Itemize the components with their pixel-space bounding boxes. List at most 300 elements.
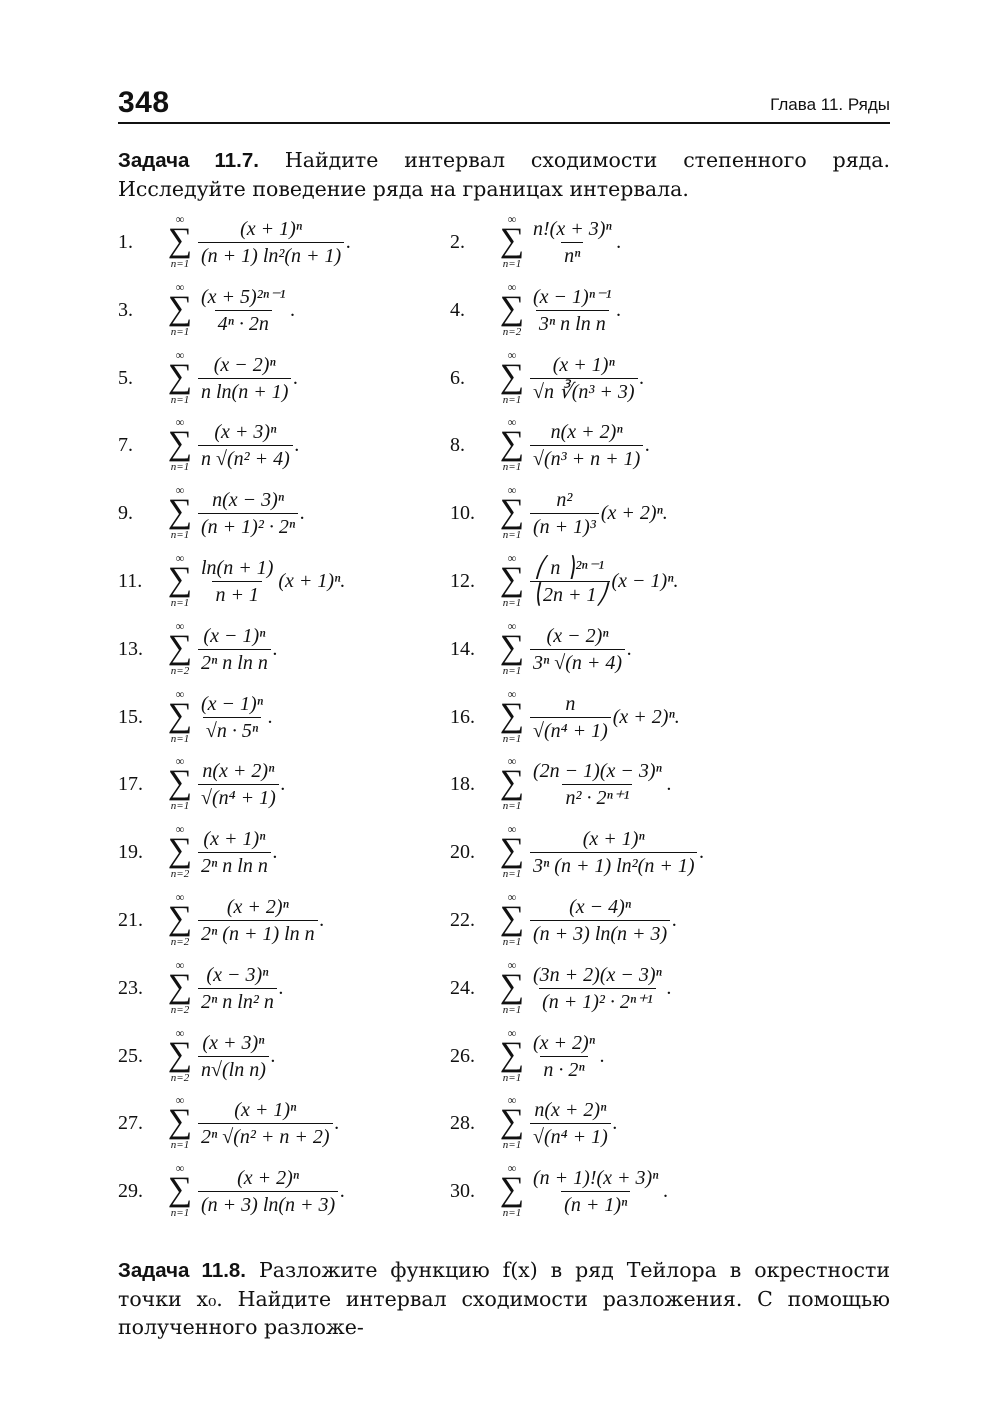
term-tail: . [639, 367, 645, 389]
series-term [198, 888, 325, 952]
numerator: (x + 5)²ⁿ⁻¹ [201, 285, 286, 308]
sum-upper-limit: ∞ [507, 415, 517, 429]
denominator: n² · 2ⁿ⁺¹ [562, 784, 632, 810]
sum-lower-limit: n=1 [502, 1004, 522, 1016]
denominator: (n + 3) ln(n + 3) [530, 920, 670, 946]
exercise-number: 3. [118, 299, 133, 321]
fraction [198, 1098, 333, 1149]
series-term [198, 346, 298, 410]
series-term [530, 1024, 605, 1088]
sum-upper-limit: ∞ [507, 1093, 517, 1107]
denominator: (n + 1) ln²(n + 1) [198, 242, 344, 268]
sum-upper-limit: ∞ [507, 1161, 517, 1175]
series-term [198, 1024, 276, 1088]
term-tail: . [272, 638, 278, 660]
denominator: (n + 1)³ [530, 513, 599, 539]
exercise-number: 16. [450, 706, 475, 728]
page-header [118, 86, 890, 120]
exercise-number: 5. [118, 367, 133, 389]
sigma-icon: ∑ [499, 900, 525, 937]
sum-lower-limit: n=1 [502, 1139, 522, 1151]
denominator: √(n⁴ + 1) [530, 717, 611, 743]
sum-lower-limit: n=1 [502, 461, 522, 473]
denominator: (n + 3) ln(n + 3) [198, 1191, 338, 1217]
summation-symbol [166, 685, 194, 749]
series-term [198, 956, 284, 1020]
term-tail: . [278, 977, 284, 999]
series-term [530, 820, 704, 884]
summation-symbol [166, 481, 194, 545]
denominator: 2ⁿ (n + 1) ln n [198, 920, 318, 946]
sigma-icon: ∑ [499, 290, 525, 327]
sum-upper-limit: ∞ [507, 280, 517, 294]
series-term [198, 752, 286, 816]
term-tail: . [663, 1180, 669, 1202]
term-tail: . [334, 1112, 340, 1134]
exercise-number: 10. [450, 502, 475, 524]
series-term [530, 278, 622, 342]
series-term [198, 1091, 340, 1155]
sum-upper-limit: ∞ [175, 1093, 185, 1107]
summation-symbol [498, 346, 526, 410]
sum-lower-limit: n=1 [502, 1207, 522, 1219]
numerator: n(x + 2)ⁿ [534, 1098, 607, 1121]
sigma-icon: ∑ [499, 697, 525, 734]
fraction [198, 353, 291, 404]
sum-upper-limit: ∞ [175, 822, 185, 836]
sum-upper-limit: ∞ [507, 483, 517, 497]
numerator: n² [556, 488, 573, 511]
summation-symbol [166, 1024, 194, 1088]
fraction [530, 963, 665, 1014]
series-term [198, 413, 300, 477]
exercise-number: 21. [118, 909, 143, 931]
summation-symbol [166, 1159, 194, 1223]
numerator: (n + 1)!(x + 3)ⁿ [533, 1166, 659, 1189]
sigma-icon: ∑ [499, 561, 525, 598]
task-label: Задача 11.8. [118, 1259, 247, 1282]
sigma-icon: ∑ [499, 1103, 525, 1140]
summation-symbol [498, 820, 526, 884]
summation-symbol [498, 752, 526, 816]
summation-symbol [498, 481, 526, 545]
denominator: n√(ln n) [198, 1056, 269, 1082]
series-term [530, 752, 672, 816]
summation-symbol [498, 617, 526, 681]
series-term [530, 481, 668, 545]
numerator: (x + 2)ⁿ [226, 895, 289, 918]
series-term [530, 956, 672, 1020]
term-tail: . [293, 367, 299, 389]
exercise-number: 30. [450, 1180, 475, 1202]
term-tail: . [666, 773, 672, 795]
denominator: √n · 5ⁿ [203, 717, 261, 743]
fraction [530, 895, 670, 946]
series-term [530, 413, 650, 477]
summation-symbol [166, 346, 194, 410]
sum-upper-limit: ∞ [175, 280, 185, 294]
denominator: √(n⁴ + 1) [530, 1123, 611, 1149]
series-term [530, 346, 645, 410]
sigma-icon: ∑ [499, 358, 525, 395]
summation-symbol [166, 278, 194, 342]
fraction [198, 217, 344, 268]
term-tail: . [612, 1112, 618, 1134]
sum-upper-limit: ∞ [507, 890, 517, 904]
fraction [198, 963, 277, 1014]
page-number: 348 [118, 86, 170, 119]
sum-lower-limit: n=1 [502, 868, 522, 880]
sigma-icon: ∑ [499, 1036, 525, 1073]
exercise-number: 22. [450, 909, 475, 931]
exercise-number: 2. [450, 231, 465, 253]
numerator: (2n − 1)(x − 3)ⁿ [533, 759, 662, 782]
sigma-icon: ∑ [167, 222, 193, 259]
sum-lower-limit: n=1 [502, 529, 522, 541]
summation-symbol [166, 888, 194, 952]
sigma-icon: ∑ [499, 222, 525, 259]
summation-symbol [498, 888, 526, 952]
summation-symbol [498, 1024, 526, 1088]
task-label: Задача 11.7. [118, 149, 259, 172]
exercise-number: 8. [450, 434, 465, 456]
term-tail: . [616, 231, 622, 253]
numerator: n [565, 692, 576, 715]
numerator: (x − 4)ⁿ [569, 895, 632, 918]
sum-lower-limit: n=1 [502, 800, 522, 812]
numerator: (x + 1)ⁿ [552, 353, 615, 376]
sum-upper-limit: ∞ [175, 415, 185, 429]
numerator: (x + 1)ⁿ [234, 1098, 297, 1121]
numerator: (x + 2)ⁿ [237, 1166, 300, 1189]
term-tail: . [699, 841, 705, 863]
sum-upper-limit: ∞ [507, 348, 517, 362]
summation-symbol [166, 956, 194, 1020]
summation-symbol [166, 210, 194, 274]
term-tail: . [272, 841, 278, 863]
series-term [198, 481, 305, 545]
series-term [198, 617, 278, 681]
term-tail: . [319, 909, 325, 931]
sum-lower-limit: n=1 [170, 597, 190, 609]
numerator: (3n + 2)(x − 3)ⁿ [533, 963, 662, 986]
numerator: (x − 1)ⁿ [201, 692, 263, 715]
exercise-number: 1. [118, 231, 133, 253]
sum-lower-limit: n=1 [170, 461, 190, 473]
fraction [530, 759, 665, 810]
sigma-icon: ∑ [167, 358, 193, 395]
numerator: n(x + 2)ⁿ [202, 759, 275, 782]
sum-upper-limit: ∞ [175, 212, 185, 226]
term-tail: . [340, 1180, 346, 1202]
numerator: n!(x + 3)ⁿ [533, 217, 612, 240]
fraction [198, 1031, 269, 1082]
summation-symbol [166, 413, 194, 477]
sigma-icon: ∑ [499, 832, 525, 869]
denominator: (n + 1)² · 2ⁿ [198, 513, 298, 539]
numerator: (x + 3)ⁿ [214, 420, 277, 443]
fraction [530, 1031, 598, 1082]
sigma-icon: ∑ [499, 425, 525, 462]
summation-symbol [166, 752, 194, 816]
term-tail: (x − 1)ⁿ. [611, 570, 679, 592]
task-text: Разложите функцию f(x) в ряд Тейлора в окрестности точки x₀. Найдите интервал сходимости разложения. С помощью полученного разложе- [118, 1258, 890, 1339]
term-tail: . [672, 909, 678, 931]
term-tail: . [280, 773, 286, 795]
sigma-icon: ∑ [167, 697, 193, 734]
denominator: n + 1 [212, 581, 262, 607]
series-term [530, 549, 679, 613]
term-tail: . [346, 231, 352, 253]
sum-upper-limit: ∞ [175, 619, 185, 633]
sum-upper-limit: ∞ [175, 890, 185, 904]
denominator: 3ⁿ n ln n [536, 310, 609, 336]
numerator: n(x + 2)ⁿ [550, 420, 623, 443]
sum-upper-limit: ∞ [175, 1026, 185, 1040]
sigma-icon: ∑ [167, 425, 193, 462]
fraction [530, 488, 599, 539]
numerator: (x + 3)ⁿ [202, 1031, 265, 1054]
sum-lower-limit: n=1 [170, 258, 190, 270]
term-tail: . [666, 977, 672, 999]
numerator: (x − 3)ⁿ [206, 963, 269, 986]
fraction [530, 420, 643, 471]
exercise-number: 7. [118, 434, 133, 456]
denominator: 2ⁿ n ln² n [198, 988, 277, 1014]
fraction [198, 692, 266, 743]
sum-lower-limit: n=2 [170, 1072, 190, 1084]
sigma-icon: ∑ [167, 561, 193, 598]
term-tail: (x + 1)ⁿ. [278, 570, 346, 592]
exercise-number: 4. [450, 299, 465, 321]
sigma-icon: ∑ [167, 968, 193, 1005]
fraction [530, 1098, 611, 1149]
denominator: 2ⁿ √(n² + n + 2) [198, 1123, 333, 1149]
exercise-number: 23. [118, 977, 143, 999]
summation-symbol [498, 1091, 526, 1155]
header-rule [118, 122, 890, 124]
term-tail: . [270, 1045, 276, 1067]
numerator: (x − 2)ⁿ [213, 353, 276, 376]
sum-lower-limit: n=2 [170, 936, 190, 948]
fraction [530, 353, 638, 404]
sum-lower-limit: n=1 [502, 665, 522, 677]
series-term [198, 685, 273, 749]
denominator: √(n⁴ + 1) [198, 784, 279, 810]
sigma-icon: ∑ [499, 764, 525, 801]
fraction [530, 285, 615, 336]
sum-upper-limit: ∞ [507, 212, 517, 226]
summation-symbol [498, 1159, 526, 1223]
term-tail: . [600, 1045, 605, 1067]
sum-lower-limit: n=1 [502, 394, 522, 406]
sigma-icon: ∑ [167, 1036, 193, 1073]
sigma-icon: ∑ [499, 629, 525, 666]
fraction [530, 624, 625, 675]
term-tail: . [268, 706, 273, 728]
sum-lower-limit: n=1 [170, 1207, 190, 1219]
term-tail: . [627, 638, 633, 660]
sigma-icon: ∑ [167, 493, 193, 530]
exercise-number: 18. [450, 773, 475, 795]
numerator: ln(n + 1) [201, 556, 274, 579]
sum-lower-limit: n=2 [502, 326, 522, 338]
sigma-icon: ∑ [167, 1103, 193, 1140]
series-term [198, 820, 278, 884]
sum-upper-limit: ∞ [175, 1161, 185, 1175]
denominator: √(n³ + n + 1) [530, 445, 643, 471]
task-11-7 [118, 146, 890, 203]
denominator: 2ⁿ n ln n [198, 649, 271, 675]
sum-upper-limit: ∞ [507, 754, 517, 768]
summation-symbol [498, 685, 526, 749]
summation-symbol [498, 956, 526, 1020]
denominator: (n + 1)ⁿ [561, 1191, 630, 1217]
fraction [530, 692, 611, 743]
sum-lower-limit: n=1 [502, 936, 522, 948]
exercise-number: 24. [450, 977, 475, 999]
sum-lower-limit: n=1 [502, 733, 522, 745]
denominator: 2ⁿ n ln n [198, 852, 271, 878]
fraction [198, 488, 298, 539]
summation-symbol [498, 549, 526, 613]
numerator: (x + 1)ⁿ [240, 217, 303, 240]
summation-symbol [498, 278, 526, 342]
numerator: (x − 1)ⁿ [203, 624, 266, 647]
fraction [530, 556, 610, 607]
series-term [530, 888, 677, 952]
sum-lower-limit: n=1 [502, 597, 522, 609]
series-term [530, 1091, 618, 1155]
fraction [530, 1166, 661, 1217]
sum-upper-limit: ∞ [175, 754, 185, 768]
sum-upper-limit: ∞ [175, 958, 185, 972]
numerator: n(x − 3)ⁿ [212, 488, 285, 511]
series-term [530, 1159, 668, 1223]
denominator: n ln(n + 1) [198, 378, 291, 404]
denominator: n √(n² + 4) [198, 445, 293, 471]
sum-lower-limit: n=1 [170, 1139, 190, 1151]
term-tail: . [290, 299, 296, 321]
sum-upper-limit: ∞ [507, 551, 517, 565]
sigma-icon: ∑ [167, 629, 193, 666]
sum-lower-limit: n=1 [170, 326, 190, 338]
sigma-icon: ∑ [167, 290, 193, 327]
exercise-number: 6. [450, 367, 465, 389]
sum-lower-limit: n=2 [170, 665, 190, 677]
fraction [198, 759, 279, 810]
term-tail: . [645, 434, 651, 456]
sum-upper-limit: ∞ [507, 619, 517, 633]
numerator: (x + 2)ⁿ [533, 1031, 595, 1054]
exercise-number: 20. [450, 841, 475, 863]
sum-upper-limit: ∞ [507, 822, 517, 836]
term-tail: . [294, 434, 300, 456]
series-term [530, 210, 622, 274]
numerator: (x − 2)ⁿ [546, 624, 609, 647]
fraction [198, 827, 271, 878]
exercise-number: 13. [118, 638, 143, 660]
sigma-icon: ∑ [167, 832, 193, 869]
sum-lower-limit: n=1 [170, 529, 190, 541]
exercise-number: 27. [118, 1112, 143, 1134]
sum-upper-limit: ∞ [507, 958, 517, 972]
term-tail: (x + 2)ⁿ. [612, 706, 680, 728]
task-11-8 [118, 1256, 890, 1341]
sigma-icon: ∑ [499, 493, 525, 530]
summation-symbol [498, 210, 526, 274]
denominator: 3ⁿ √(n + 4) [530, 649, 625, 675]
fraction [198, 285, 289, 336]
sum-upper-limit: ∞ [175, 348, 185, 362]
exercise-number: 11. [118, 570, 143, 592]
exercise-number: 14. [450, 638, 475, 660]
sigma-icon: ∑ [167, 1171, 193, 1208]
series-term [530, 685, 680, 749]
sum-upper-limit: ∞ [175, 687, 185, 701]
numerator: ⎛ n ⎞²ⁿ⁻¹ [535, 556, 605, 579]
fraction [198, 420, 293, 471]
denominator: √n ∛(n³ + 3) [530, 378, 638, 404]
exercise-number: 9. [118, 502, 133, 524]
sum-lower-limit: n=1 [502, 258, 522, 270]
series-term [530, 617, 632, 681]
exercise-number: 12. [450, 570, 475, 592]
fraction [530, 217, 615, 268]
sigma-icon: ∑ [167, 764, 193, 801]
numerator: (x + 1)ⁿ [582, 827, 645, 850]
sum-upper-limit: ∞ [175, 483, 185, 497]
exercise-number: 26. [450, 1045, 475, 1067]
sum-upper-limit: ∞ [507, 687, 517, 701]
sum-lower-limit: n=1 [502, 1072, 522, 1084]
sum-upper-limit: ∞ [507, 1026, 517, 1040]
task-text: Найдите интервал сходимости степенного ряда. Исследуйте поведение ряда на границах интервала. [118, 148, 890, 201]
summation-symbol [166, 1091, 194, 1155]
sum-lower-limit: n=1 [170, 733, 190, 745]
sum-lower-limit: n=2 [170, 1004, 190, 1016]
summation-symbol [166, 617, 194, 681]
term-tail: (x + 2)ⁿ. [600, 502, 668, 524]
denominator: 3ⁿ (n + 1) ln²(n + 1) [530, 852, 697, 878]
term-tail: . [616, 299, 622, 321]
exercise-number: 15. [118, 706, 143, 728]
summation-symbol [166, 820, 194, 884]
summation-symbol [498, 413, 526, 477]
sigma-icon: ∑ [499, 968, 525, 1005]
series-term [198, 210, 351, 274]
denominator: n · 2ⁿ [540, 1056, 587, 1082]
series-term [198, 1159, 345, 1223]
sigma-icon: ∑ [499, 1171, 525, 1208]
exercise-number: 19. [118, 841, 143, 863]
summation-symbol [166, 549, 194, 613]
fraction [198, 556, 276, 607]
fraction [198, 1166, 338, 1217]
exercise-number: 17. [118, 773, 143, 795]
denominator: (n + 1)² · 2ⁿ⁺¹ [539, 988, 656, 1014]
exercise-number: 29. [118, 1180, 143, 1202]
chapter-title: Глава 11. Ряды [770, 95, 890, 114]
exercise-number: 28. [450, 1112, 475, 1134]
sigma-icon: ∑ [167, 900, 193, 937]
exercise-number: 25. [118, 1045, 143, 1067]
fraction [198, 895, 318, 946]
sum-lower-limit: n=1 [170, 394, 190, 406]
denominator: 4ⁿ · 2n [215, 310, 272, 336]
series-term [198, 549, 345, 613]
series-term [198, 278, 296, 342]
